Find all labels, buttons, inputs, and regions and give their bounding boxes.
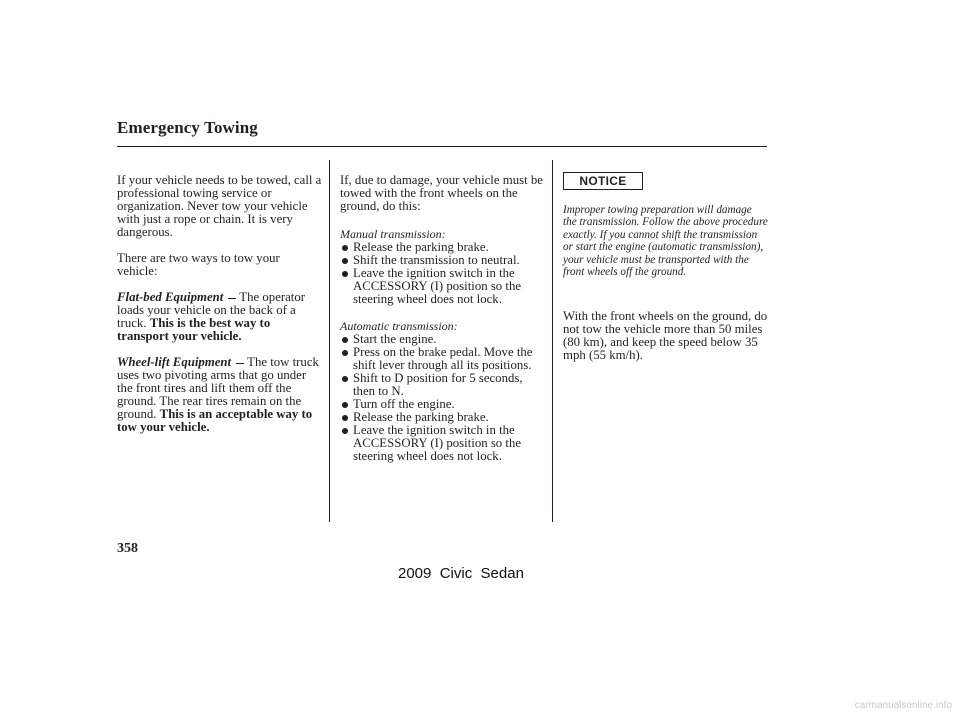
intro-paragraph: If your vehicle needs to be towed, call a professional towing service or organization. Never tow your vehicle with just a rope or chain. It is very dangerous.	[117, 173, 322, 239]
page-number: 358	[117, 541, 138, 556]
footer-model-text: 2009 Civic Sedan	[398, 565, 524, 582]
damage-intro-paragraph: If, due to damage, your vehicle must be towed with the front wheels on the ground, do this:	[340, 173, 543, 213]
list-item: Leave the ignition switch in the ACCESSORY (I) position so the steering wheel does not lock.	[340, 267, 545, 306]
page-title: Emergency Towing	[117, 118, 258, 137]
dash-icon	[236, 363, 244, 364]
manual-transmission-label: Manual transmission:	[340, 227, 446, 241]
ways-paragraph: There are two ways to tow your vehicle:	[117, 251, 280, 278]
flatbed-paragraph	[117, 291, 322, 343]
notice-badge	[563, 172, 643, 190]
dash-icon	[228, 298, 236, 299]
manual-steps-list	[340, 241, 545, 306]
notice-label: NOTICE	[579, 174, 627, 188]
flatbed-heading: Flat-bed Equipment	[117, 290, 224, 304]
list-item: Shift the transmission to neutral.	[340, 254, 545, 267]
wheellift-bold-text: This is an acceptable way to tow your vehicle.	[117, 407, 313, 434]
column-2	[340, 174, 545, 463]
notice-text: Improper towing preparation will damage the transmission. Follow the above procedure exactly. If you cannot shift the transmission or start the engine (automatic transmission), your vehicle must be transported with the front wheels off the ground.	[563, 204, 768, 279]
wheellift-heading: Wheel-lift Equipment	[117, 355, 232, 369]
flatbed-text: The operator loads your vehicle on the back of a truck.	[117, 290, 306, 330]
automatic-transmission-label: Automatic transmission:	[340, 319, 458, 333]
column-1	[117, 174, 322, 434]
watermark-text: carmanualsonline.info	[854, 700, 952, 711]
list-item: Turn off the engine.	[340, 398, 545, 411]
flatbed-bold-text: This is the best way to transport your vehicle.	[117, 316, 271, 343]
list-item: Leave the ignition switch in the ACCESSORY (I) position so the steering wheel does not lock.	[340, 424, 545, 463]
title-divider	[117, 146, 767, 147]
list-item: Press on the brake pedal. Move the shift lever through all its positions.	[340, 346, 545, 372]
list-item: Release the parking brake.	[340, 411, 545, 424]
list-item: Shift to D position for 5 seconds, then to N.	[340, 372, 545, 398]
wheellift-paragraph	[117, 356, 322, 434]
wheellift-text: The tow truck uses two pivoting arms that go under the front tires and lift them off the ground. The rear tires remain on the ground.	[117, 355, 319, 421]
automatic-steps-list	[340, 333, 545, 463]
list-item: Start the engine.	[340, 333, 545, 346]
column-divider-1	[329, 160, 330, 522]
wheels-on-ground-paragraph: With the front wheels on the ground, do not tow the vehicle more than 50 miles (80 km), and keep the speed below 35 mph (55 km/h).	[563, 309, 768, 362]
column-divider-2	[552, 160, 553, 522]
list-item: Release the parking brake.	[340, 241, 545, 254]
